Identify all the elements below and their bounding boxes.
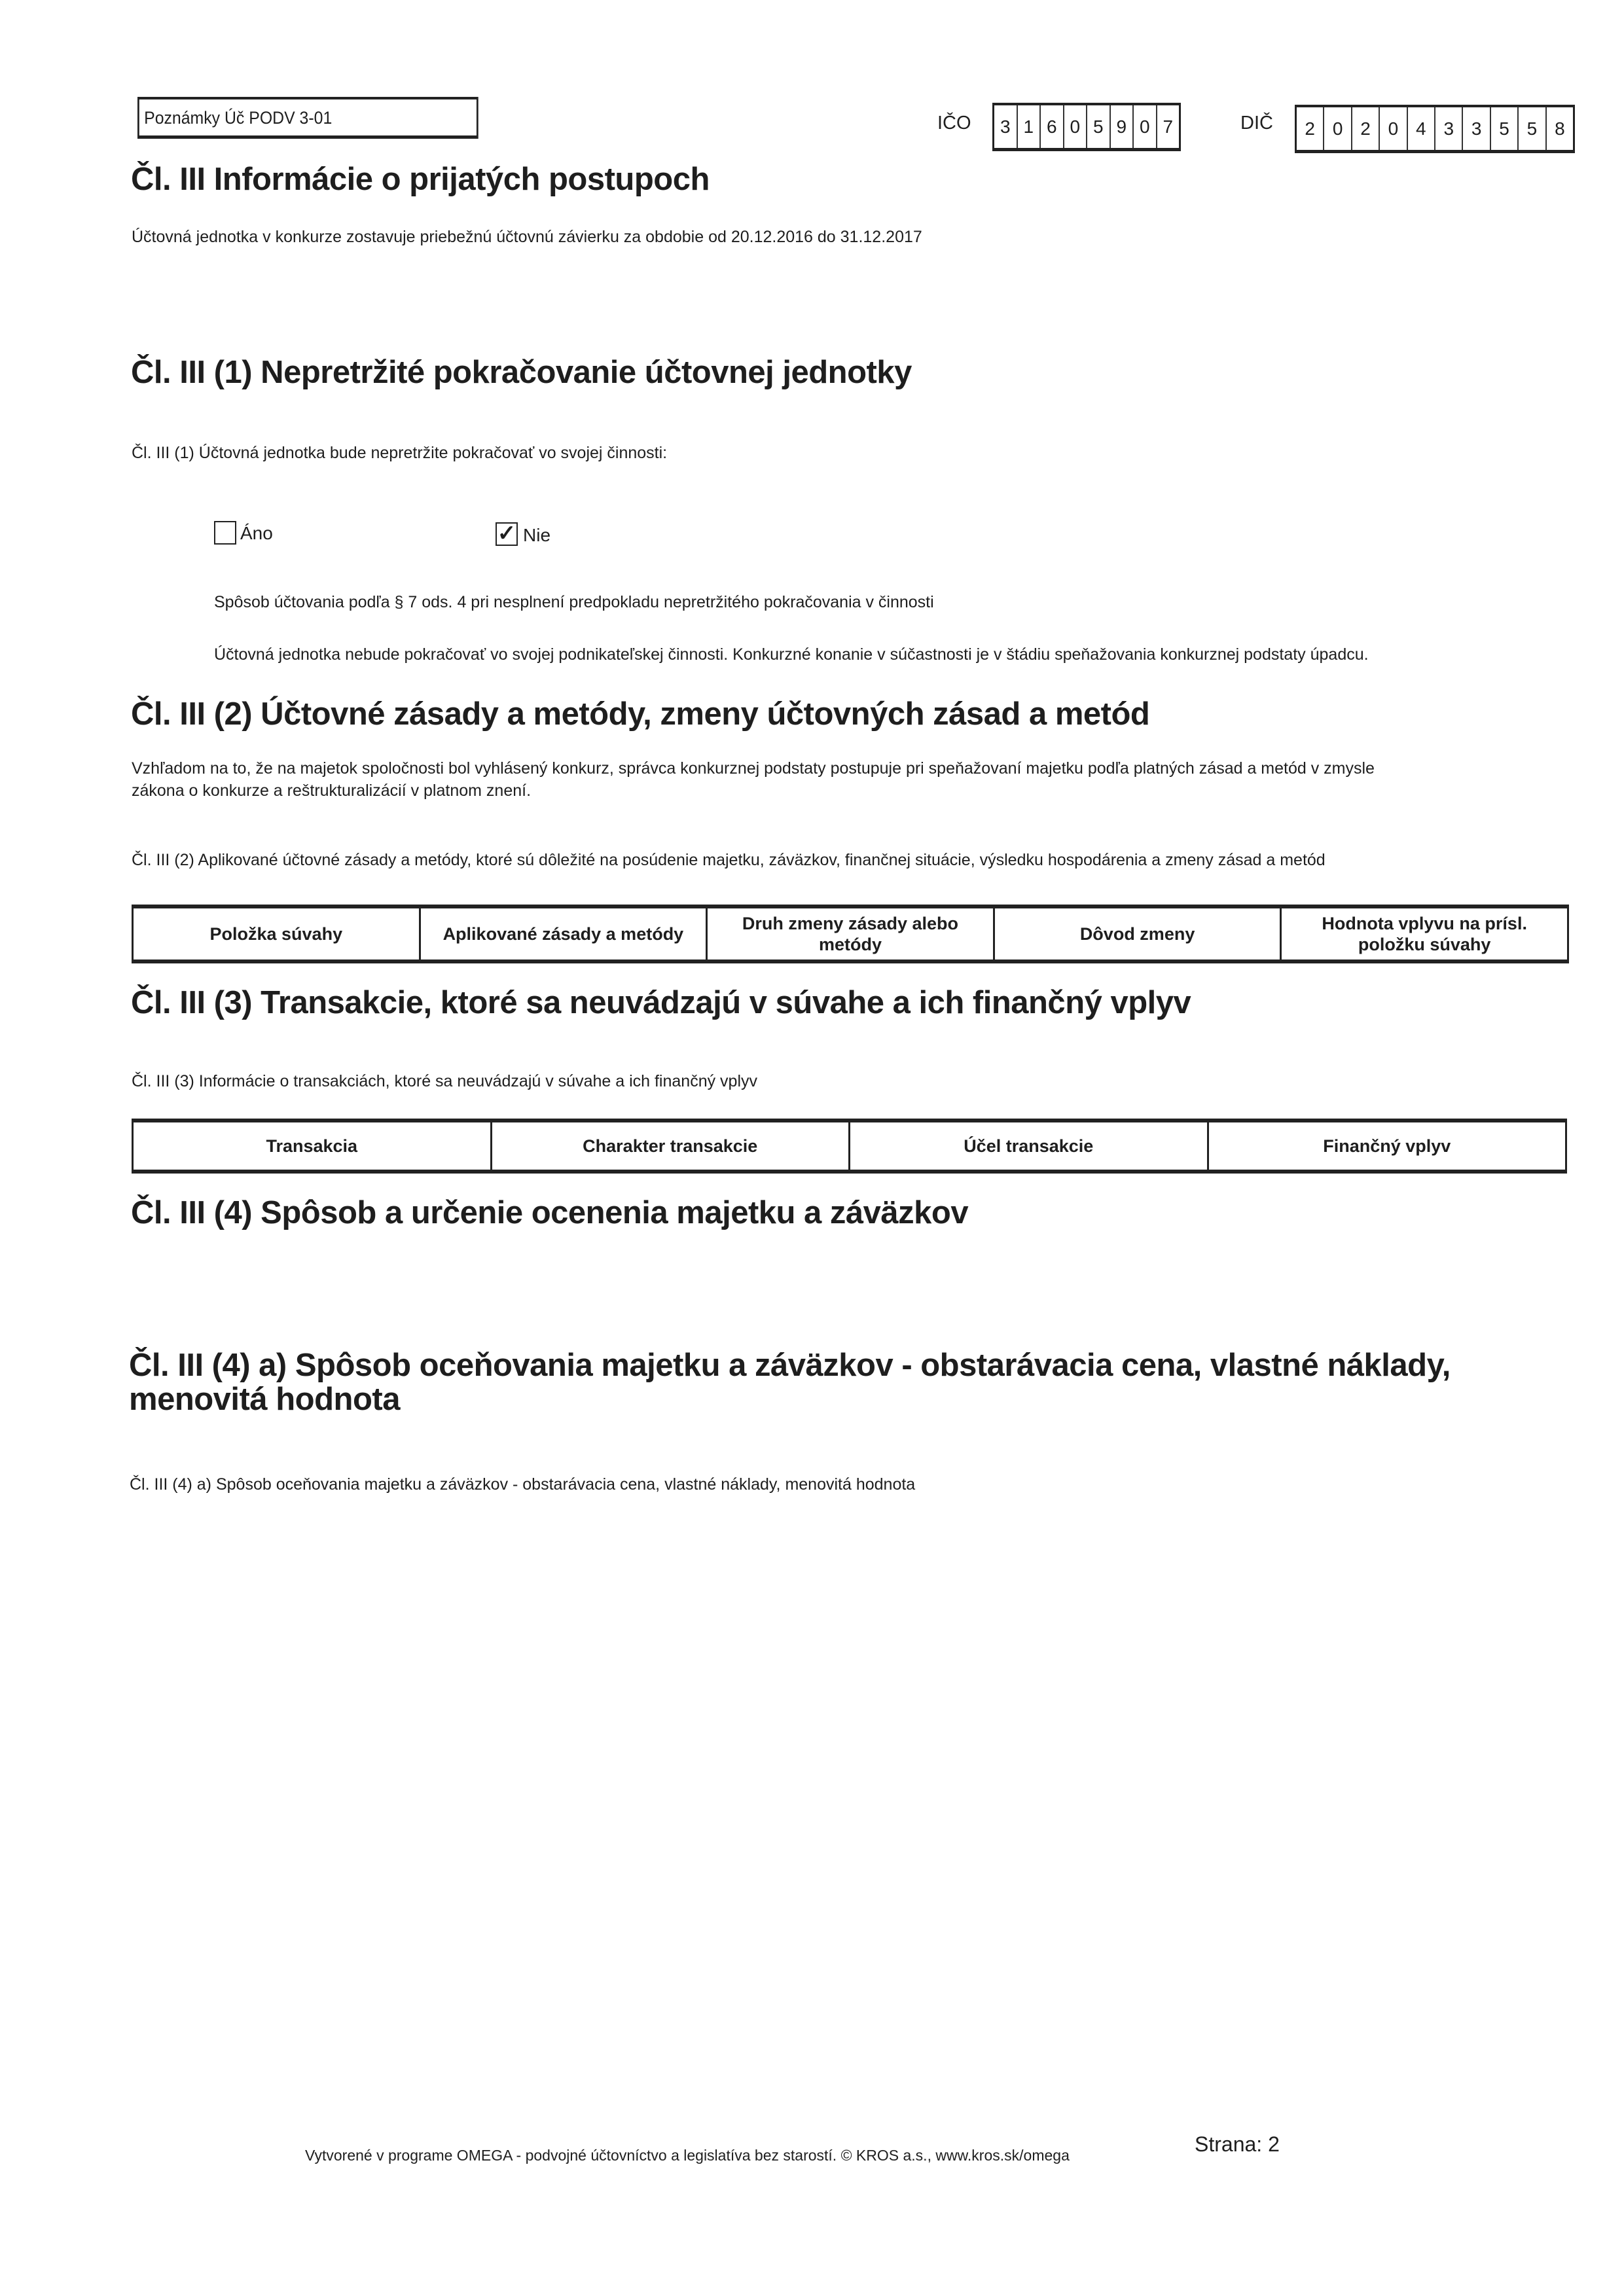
footer-credit: Vytvorené v programe OMEGA - podvojné účtovníctvo a legislatíva bez starostí. © KROS a.s., www.kros.sk/omega bbox=[305, 2147, 1070, 2164]
checkbox-nie[interactable] bbox=[496, 522, 518, 546]
section-3-title: Čl. III (3) Transakcie, ktoré sa neuvádzajú v súvahe a ich finančný vplyv bbox=[131, 985, 1191, 1020]
check-mark-icon: ✓ bbox=[497, 521, 516, 546]
col-header: Finančný vplyv bbox=[1208, 1121, 1566, 1172]
page-number: Strana: 2 bbox=[1195, 2132, 1280, 2156]
col-header: Hodnota vplyvu na prísl. položku súvahy bbox=[1281, 906, 1568, 961]
ico-digit: 5 bbox=[1086, 105, 1110, 148]
form-name-box: Poznámky Úč PODV 3-01 bbox=[137, 97, 478, 139]
col-header: Účel transakcie bbox=[850, 1121, 1208, 1172]
ico-digit: 7 bbox=[1156, 105, 1180, 148]
continuity-question: Čl. III (1) Účtovná jednotka bude nepretržite pokračovať vo svojej činnosti: bbox=[132, 444, 668, 462]
dic-digit: 0 bbox=[1379, 107, 1406, 150]
dic-digit: 4 bbox=[1407, 107, 1434, 150]
ico-digit: 1 bbox=[1017, 105, 1040, 148]
ico-field bbox=[992, 103, 1181, 151]
dic-digit: 8 bbox=[1545, 107, 1573, 150]
col-header: Položka súvahy bbox=[133, 906, 420, 961]
ico-digit: 9 bbox=[1110, 105, 1133, 148]
ico-digit: 0 bbox=[1063, 105, 1087, 148]
section-2-para-line2: zákona o konkurze a reštrukturalizácií v platnom znení. bbox=[132, 781, 532, 800]
col-header: Aplikované zásady a metódy bbox=[420, 906, 707, 961]
section-4a-title-line2: menovitá hodnota bbox=[129, 1382, 400, 1417]
period-text: Účtovná jednotka v konkurze zostavuje priebežnú účtovnú závierku za obdobie od 20.12.2016 do 31.12.2017 bbox=[132, 228, 922, 246]
checkbox-ano-label: Áno bbox=[240, 523, 273, 543]
dic-digit: 0 bbox=[1323, 107, 1350, 150]
dic-label: DIČ bbox=[1240, 113, 1273, 134]
main-section-title: Čl. III Informácie o prijatých postupoch bbox=[131, 162, 710, 197]
ico-digit: 3 bbox=[1000, 117, 1011, 137]
col-header: Transakcia bbox=[133, 1121, 492, 1172]
accounting-method-text: Spôsob účtovania podľa § 7 ods. 4 pri nesplnení predpokladu nepretržitého pokračovania v činnosti bbox=[214, 593, 934, 611]
section-4a-text: Čl. III (4) a) Spôsob oceňovania majetku a záväzkov - obstarávacia cena, vlastné náklady, menovitá hodnota bbox=[130, 1475, 916, 1494]
dic-digit: 2 bbox=[1351, 107, 1379, 150]
section-2-para-line1: Vzhľadom na to, že na majetok spoločnosti bol vyhlásený konkurz, správca konkurznej podstaty postupuje pri speňažovaní majetku podľa platných zásad a metód v zmysle bbox=[132, 759, 1375, 778]
dic-digit: 5 bbox=[1517, 107, 1545, 150]
dic-digit: 3 bbox=[1462, 107, 1489, 150]
checkbox-ano[interactable] bbox=[214, 521, 236, 545]
section-2-title: Čl. III (2) Účtovné zásady a metódy, zmeny účtovných zásad a metód bbox=[131, 696, 1150, 732]
section-4-title: Čl. III (4) Spôsob a určenie ocenenia majetku a záväzkov bbox=[131, 1195, 969, 1230]
col-header: Druh zmeny zásady alebo metódy bbox=[707, 906, 994, 961]
dic-digit: 2 bbox=[1305, 118, 1315, 139]
continuity-detail-text: Účtovná jednotka nebude pokračovať vo svojej podnikateľskej činnosti. Konkurzné konanie v súčastnosti je v štádiu speňažovania konkurznej podstaty úpadcu. bbox=[214, 645, 1369, 664]
table-header-row bbox=[133, 906, 1568, 961]
dic-field bbox=[1295, 105, 1575, 153]
dic-digit: 5 bbox=[1490, 107, 1517, 150]
col-header: Charakter transakcie bbox=[491, 1121, 850, 1172]
ico-label: IČO bbox=[937, 113, 971, 134]
section-4a-title-line1: Čl. III (4) a) Spôsob oceňovania majetku a záväzkov - obstarávacia cena, vlastné náklady, bbox=[129, 1348, 1451, 1383]
accounting-principles-table bbox=[132, 905, 1569, 963]
col-header: Dôvod zmeny bbox=[994, 906, 1281, 961]
section-3-table-caption: Čl. III (3) Informácie o transakciách, ktoré sa neuvádzajú v súvahe a ich finančný vplyv bbox=[132, 1072, 758, 1090]
transactions-table bbox=[132, 1119, 1567, 1174]
ico-digit: 0 bbox=[1132, 105, 1156, 148]
dic-digit: 3 bbox=[1434, 107, 1462, 150]
checkbox-nie-label: Nie bbox=[523, 525, 551, 545]
section-2-table-caption: Čl. III (2) Aplikované účtovné zásady a metódy, ktoré sú dôležité na posúdenie majetku, záväzkov, finančnej situácie, výsledku hospodárenia a zmeny zásad a metód bbox=[132, 851, 1326, 869]
section-1-title: Čl. III (1) Nepretržité pokračovanie účtovnej jednotky bbox=[131, 355, 912, 390]
table-header-row bbox=[133, 1121, 1566, 1172]
ico-digit: 6 bbox=[1039, 105, 1063, 148]
